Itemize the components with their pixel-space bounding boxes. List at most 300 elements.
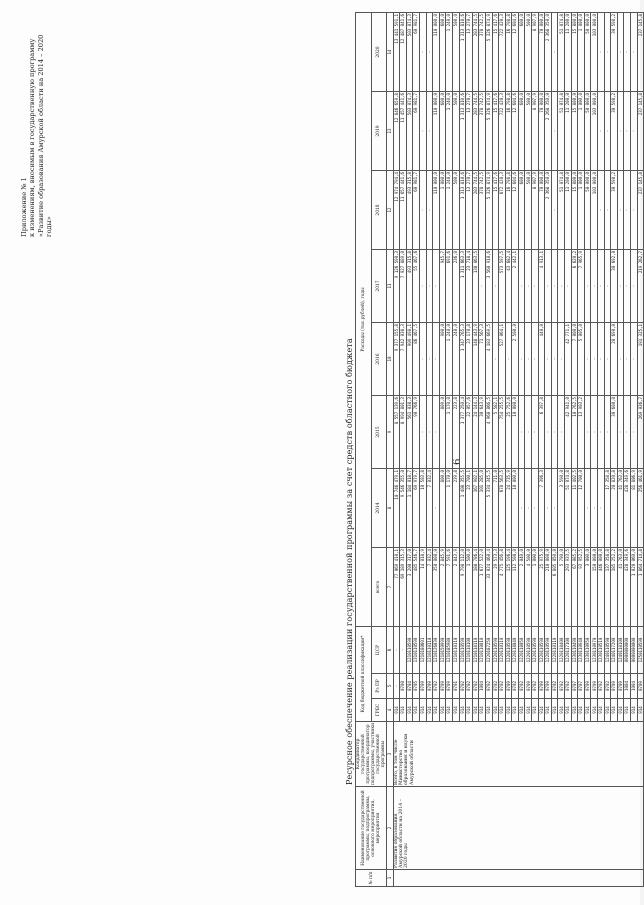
- coordinator-name: Министерство образования и науки Амурской области: [399, 733, 415, 785]
- col-total: всего: [371, 548, 387, 627]
- page-number: 6: [452, 458, 463, 465]
- table-cell: -: [598, 396, 605, 469]
- table-cell: 1 500,0: [466, 548, 473, 627]
- table-cell: -: [532, 323, 539, 396]
- table-cell: -: [591, 323, 598, 396]
- table-cell: 2 442,1: [512, 249, 519, 322]
- table-cell: 914: [558, 699, 565, 722]
- table-cell: 293 933,5: [565, 548, 572, 627]
- table-cell: 711,0: [492, 469, 499, 548]
- table-cell: 1220110590: [532, 627, 539, 674]
- table-cell: -: [551, 92, 558, 171]
- index-row: [387, 13, 394, 887]
- table-cell: 1 000,0: [578, 13, 585, 92]
- table-cell: 86 467,5: [413, 323, 420, 396]
- table-cell: 0702: [512, 674, 519, 699]
- index-cell: 12: [387, 171, 394, 250]
- col-2016: 2016: [371, 323, 387, 396]
- col-budget-code: Код бюджетной классификации*: [356, 627, 372, 722]
- table-cell: 41 763,0: [617, 469, 624, 548]
- col-rzpr: Рз ПР: [371, 674, 387, 699]
- table-cell: 0709: [611, 674, 618, 699]
- table-cell: 7 032,4: [426, 469, 433, 548]
- table-cell: 20 820,8: [611, 469, 618, 548]
- table-cell: 500,0: [525, 13, 532, 92]
- table-cell: 12 846 659,8: [393, 92, 400, 171]
- table-cell: 678 563,5: [499, 469, 506, 548]
- table-cell: 1 170,0: [446, 396, 453, 469]
- table-cell: 1220110590: [525, 627, 532, 674]
- table-row: [393, 13, 400, 887]
- table-cell: 55 467,6: [413, 249, 420, 322]
- table-cell: 7 965,9: [578, 249, 585, 322]
- table-cell: 10 746 479,1: [393, 469, 400, 548]
- table-cell: 138 863,5: [472, 249, 479, 322]
- table-cell: 7 032,4: [426, 548, 433, 627]
- table-cell: 914: [499, 699, 506, 722]
- table-cell: 8 994 801,3: [400, 396, 407, 469]
- table-cell: 185 252,2: [611, 548, 618, 627]
- table-cell: 914: [492, 699, 499, 722]
- table-cell: 0702: [472, 674, 479, 699]
- table-cell: 500,0: [452, 92, 459, 171]
- table-cell: -: [624, 92, 631, 171]
- table-cell: 70 000,0: [538, 92, 545, 171]
- table-cell: 914: [452, 699, 459, 722]
- table-cell: 13 903,2: [578, 396, 585, 469]
- table-cell: 914: [611, 699, 618, 722]
- table-cell: 1230110510: [598, 627, 605, 674]
- table-cell: 0709: [505, 674, 512, 699]
- table-cell: -: [617, 323, 624, 396]
- table-cell: 6 620,2: [571, 249, 578, 322]
- col-2017: 2017: [371, 249, 387, 322]
- table-cell: 5 326 874,9: [485, 171, 492, 250]
- program-name: Развитие образования Амурской области на 2014 – 2020 годы: [393, 787, 644, 870]
- table-cell: 42 771,1: [565, 323, 572, 396]
- table-cell: -: [525, 469, 532, 548]
- col-2018: 2018: [371, 171, 387, 250]
- table-cell: 914: [426, 699, 433, 722]
- table-cell: 900,0: [439, 323, 446, 396]
- index-cell: 11: [387, 249, 394, 322]
- table-cell: 914: [400, 699, 407, 722]
- table-cell: 10 503,8: [419, 469, 426, 548]
- table-cell: 210 000,0: [545, 548, 552, 627]
- col-coordinator: Координатор государственной программы, координатор подпрограммы, участники государственной программы: [356, 722, 386, 785]
- table-cell: -: [426, 92, 433, 171]
- table-cell: 4 183 669,5: [485, 323, 492, 396]
- table-cell: 5 334 345,5: [485, 469, 492, 548]
- appendix-line: к изменениям, вносимым в государственную программу: [28, 38, 37, 237]
- table-cell: 1 184 018,7: [406, 469, 413, 548]
- table-cell: 1210110590: [459, 627, 466, 674]
- table-cell: 0709: [617, 674, 624, 699]
- table-cell: 0702: [518, 674, 525, 699]
- table-cell: 914: [512, 699, 519, 722]
- table-cell: 1210185980: [446, 627, 453, 674]
- table-cell: -: [624, 396, 631, 469]
- table-cell: -: [624, 13, 631, 92]
- table-cell: -: [551, 396, 558, 469]
- col-2020: 2020: [371, 13, 387, 92]
- index-cell: 2: [387, 787, 394, 870]
- table-cell: 1 000,0: [532, 548, 539, 627]
- table-cell: -: [532, 469, 539, 548]
- table-cell: 672 420,3: [499, 171, 506, 250]
- table-cell: 1 240,0: [446, 13, 453, 92]
- table-cell: -: [598, 323, 605, 396]
- table-cell: 11 200,0: [565, 13, 572, 92]
- table-cell: 914: [433, 699, 440, 722]
- table-cell: 0702: [565, 674, 572, 699]
- table-cell: -: [433, 469, 440, 548]
- table-cell: 41 763,0: [617, 548, 624, 627]
- table-cell: -: [551, 13, 558, 92]
- table-cell: 378 742,5: [479, 171, 486, 250]
- table-cell: 7 942 038,3: [400, 323, 407, 396]
- table-cell: 914: [485, 699, 492, 722]
- appendix-caption: [20, 17, 54, 237]
- table-cell: 23 700,1: [466, 469, 473, 548]
- table-cell: 1 240,0: [446, 171, 453, 250]
- table-cell: 15 800,0: [571, 92, 578, 171]
- table-cell: -: [558, 249, 565, 322]
- table-cell: 12 487 041,6: [400, 13, 407, 92]
- table-cell: 0709: [591, 674, 598, 699]
- table-cell: 2 845,9: [439, 548, 446, 627]
- table-cell: 0701: [452, 674, 459, 699]
- table-cell: 5 326 874,9: [485, 92, 492, 171]
- table-cell: 60 981,7: [413, 13, 420, 92]
- table-cell: 15 417,6: [492, 13, 499, 92]
- table-cell: -: [598, 13, 605, 92]
- table-cell: -: [426, 396, 433, 469]
- table-cell: -: [584, 323, 591, 396]
- table-cell: -: [492, 249, 499, 322]
- col-2019: 2019: [371, 92, 387, 171]
- table-cell: 722 420,3: [499, 13, 506, 92]
- table-cell: 24 735,9: [505, 469, 512, 548]
- index-cell: 3: [387, 722, 394, 787]
- table-cell: 0702: [433, 674, 440, 699]
- table-cell: 800,0: [439, 469, 446, 548]
- table-cell: 1220117100: [565, 627, 572, 674]
- table-cell: -: [584, 249, 591, 322]
- table-cell: 1240110590: [604, 627, 611, 674]
- table-cell: 9 126 590,3: [393, 249, 400, 322]
- table-cell: 1240117200: [611, 627, 618, 674]
- table-cell: 3 000,0: [584, 548, 591, 627]
- table-cell: -: [598, 469, 605, 548]
- table-cell: 256 461,9: [637, 469, 644, 548]
- table-cell: -: [624, 249, 631, 322]
- table-cell: -: [630, 13, 637, 92]
- table-cell: 809,0: [439, 396, 446, 469]
- table-cell: 5 790,0: [558, 548, 565, 627]
- table-cell: 1220187250: [485, 627, 492, 674]
- table-cell: 8 907,9: [532, 13, 539, 92]
- col-2014: 2014: [371, 469, 387, 548]
- table-cell: -: [584, 469, 591, 548]
- table-cell: 573 597,5: [499, 249, 506, 322]
- table-cell: 1210110110: [426, 627, 433, 674]
- table-cell: 0702: [532, 674, 539, 699]
- table-cell: -: [604, 249, 611, 322]
- table-cell: 0702: [485, 674, 492, 699]
- row-num: [393, 870, 644, 887]
- table-cell: -: [492, 323, 499, 396]
- table-cell: -: [525, 323, 532, 396]
- table-cell: 446 000,0: [598, 548, 605, 627]
- table-cell: 11 402,5: [571, 469, 578, 548]
- table-cell: 909 498,1: [406, 323, 413, 396]
- table-cell: 4 775 456,8: [499, 548, 506, 627]
- table-cell: 7 591,6: [446, 548, 453, 627]
- table-cell: 23 718,4: [466, 249, 473, 322]
- table-cell: 16 798,8: [505, 92, 512, 171]
- table-cell: -: [598, 92, 605, 171]
- table-cell: 70 000,0: [538, 171, 545, 250]
- table-cell: 1210118110: [472, 627, 479, 674]
- table-cell: -: [617, 92, 624, 171]
- table-cell: 1210110010: [479, 627, 486, 674]
- col-num: № п/п: [356, 870, 387, 887]
- table-cell: 28 690,0: [611, 323, 618, 396]
- table-cell: 1 864 714,8: [637, 548, 644, 627]
- table-cell: 1004: [624, 674, 631, 699]
- table-cell: 7 396,3: [538, 469, 545, 548]
- table-cell: 51 074,8: [558, 92, 565, 171]
- table-cell: 12 700,0: [578, 469, 585, 548]
- table-cell: 15 417,6: [492, 171, 499, 250]
- table-cell: 914: [419, 699, 426, 722]
- table-cell: 914: [624, 699, 631, 722]
- table-cell: 1 311 663,3: [459, 249, 466, 322]
- table-cell: 12 604,6: [512, 171, 519, 250]
- table-cell: -: [419, 396, 426, 469]
- table-cell: 914: [584, 699, 591, 722]
- table-cell: 81 806,9: [630, 469, 637, 548]
- table-cell: -: [551, 171, 558, 250]
- table-cell: 0709: [584, 674, 591, 699]
- table-cell: 1004: [479, 674, 486, 699]
- table-cell: 440,0: [538, 323, 545, 396]
- table-cell: 51 074,8: [558, 171, 565, 250]
- table-cell: 914: [545, 699, 552, 722]
- table-cell: 237 145,8: [637, 92, 644, 171]
- table-cell: 22 057,6: [466, 396, 473, 469]
- coordinator: [393, 722, 644, 787]
- table-cell: 110 000,0: [433, 171, 440, 250]
- table-cell: 101 285,0: [479, 469, 486, 548]
- table-cell: 914: [393, 699, 400, 722]
- table-cell: 3 200 317,0: [406, 548, 413, 627]
- table-cell: -: [545, 396, 552, 469]
- table-cell: 1230110950: [584, 627, 591, 674]
- table-cell: -: [518, 323, 525, 396]
- table-cell: 6 397,8: [538, 396, 545, 469]
- table-cell: 2 368 350,0: [545, 171, 552, 250]
- table-cell: -: [630, 171, 637, 250]
- table-cell: 3 590,0: [558, 469, 565, 548]
- table-cell: 914: [479, 699, 486, 722]
- table-cell: -: [433, 396, 440, 469]
- table-cell: 914: [637, 699, 644, 722]
- table-cell: 1 313 810,6: [459, 171, 466, 250]
- table-cell: 188 786,4: [472, 548, 479, 627]
- table-cell: 500,0: [525, 92, 532, 171]
- table-cell: 914: [578, 699, 585, 722]
- table-cell: -: [393, 627, 400, 674]
- appendix-line: годы»: [45, 216, 54, 237]
- table-cell: 914: [571, 699, 578, 722]
- table-cell: -: [426, 323, 433, 396]
- table-cell: 237 145,8: [637, 171, 644, 250]
- table-cell: 1210110110: [452, 627, 459, 674]
- table-cell: 1 313 810,6: [459, 13, 466, 92]
- table-cell: 0705: [413, 674, 420, 699]
- table-cell: 600,0: [439, 92, 446, 171]
- table-cell: 0709: [545, 674, 552, 699]
- table-cell: 0709: [419, 674, 426, 699]
- table-cell: 945,7: [439, 249, 446, 322]
- table-body: [393, 13, 644, 887]
- col-grbs: ГРБС: [371, 699, 387, 722]
- table-cell: 11 200,0: [565, 171, 572, 250]
- table-cell: 4 960 866,5: [485, 396, 492, 469]
- table-cell: 77 069 410,1: [393, 548, 400, 627]
- table-cell: -: [630, 92, 637, 171]
- table-cell: -: [551, 323, 558, 396]
- col-expenses: Расходы (тыс.рублей), годы: [356, 13, 372, 627]
- index-cell: 9: [387, 396, 394, 469]
- table-cell: 5 582,1: [492, 396, 499, 469]
- table-cell: 0702: [492, 674, 499, 699]
- table-cell: 0707: [571, 674, 578, 699]
- document-title: Ресурсное обеспечение реализации государственной программы за счет средств областного бюджета: [345, 338, 354, 785]
- table-cell: 1 313 810,6: [459, 92, 466, 171]
- index-cell: 13: [387, 92, 394, 171]
- table-cell: 0709: [525, 674, 532, 699]
- table-cell: 914: [532, 699, 539, 722]
- table-cell: 15 800,0: [571, 171, 578, 250]
- table-cell: -: [419, 92, 426, 171]
- table-cell: 7 927 889,0: [400, 249, 407, 322]
- table-cell: 0000000000: [624, 627, 631, 674]
- table-cell: 16 798,8: [505, 13, 512, 92]
- table-cell: -: [551, 249, 558, 322]
- index-cell: 7: [387, 548, 394, 627]
- table-cell: -: [433, 323, 440, 396]
- table-cell: -: [624, 171, 631, 250]
- table-cell: 914: [551, 699, 558, 722]
- table-cell: 137 358,8: [604, 548, 611, 627]
- table-cell: 103 000,0: [591, 13, 598, 92]
- table-cell: -: [545, 469, 552, 548]
- table-cell: -: [558, 396, 565, 469]
- table-cell: -: [617, 13, 624, 92]
- table-cell: 283 744,5: [472, 171, 479, 250]
- table-cell: 1220118040: [512, 627, 519, 674]
- table-cell: -: [419, 249, 426, 322]
- table-cell: -: [598, 249, 605, 322]
- table-cell: 239,8: [452, 469, 459, 548]
- resource-table: [355, 12, 644, 887]
- table-cell: 24 144,3: [472, 396, 479, 469]
- table-cell: -: [419, 323, 426, 396]
- table-cell: 110 000,0: [433, 92, 440, 171]
- table-cell: 15 417,6: [492, 92, 499, 171]
- table-cell: -: [565, 249, 572, 322]
- table-cell: 4 500,0: [525, 548, 532, 627]
- col-csr: ЦСР: [371, 627, 387, 674]
- table-cell: 1310110590: [413, 627, 420, 674]
- table-cell: 1220110590: [505, 627, 512, 674]
- table-cell: 71 567,3: [479, 323, 486, 396]
- table-cell: 12 974 794,4: [393, 171, 400, 250]
- col-name: Наименование государственной программы, подпрограммы, основного мероприятия, мероприятия: [356, 787, 387, 870]
- table-cell: 15 800,0: [571, 13, 578, 92]
- table-cell: -: [545, 249, 552, 322]
- table-cell: -: [532, 396, 539, 469]
- table-cell: 1220118400: [558, 627, 565, 674]
- table-cell: -: [518, 249, 525, 322]
- table-cell: 914: [518, 699, 525, 722]
- table-cell: 1220110590: [492, 627, 499, 674]
- table-cell: -: [584, 396, 591, 469]
- index-cell: 1: [387, 870, 394, 887]
- table-cell: 914: [538, 699, 545, 722]
- table-cell: 51 074,8: [565, 469, 572, 548]
- table-cell: 5 005,0: [578, 323, 585, 396]
- table-cell: -: [505, 323, 512, 396]
- table-cell: 50 000,0: [584, 13, 591, 92]
- table-cell: 1 000,0: [439, 171, 446, 250]
- table-cell: 9 377 155,8: [393, 323, 400, 396]
- table-cell: 2 843,9: [452, 548, 459, 627]
- table-cell: -: [426, 171, 433, 250]
- table-cell: 103 000,0: [591, 92, 598, 171]
- table-cell: 269 036,7: [637, 396, 644, 469]
- table-cell: 30 692,0: [611, 249, 618, 322]
- table-cell: -: [598, 171, 605, 250]
- table-cell: 0709: [426, 674, 433, 699]
- table-cell: 9 546 355,0: [400, 469, 407, 548]
- table-cell: 50 000,0: [584, 92, 591, 171]
- table-cell: 350 000,0: [433, 548, 440, 627]
- table-cell: 30 598,2: [611, 92, 618, 171]
- table-cell: 13 270,7: [466, 171, 473, 250]
- table-cell: 500,0: [525, 171, 532, 250]
- index-cell: 10: [387, 323, 394, 396]
- table-cell: 1210180601: [419, 627, 426, 674]
- table-cell: 60 981,7: [413, 171, 420, 250]
- table-cell: 1230110970: [591, 627, 598, 674]
- table-cell: 223,8: [452, 396, 459, 469]
- table-cell: -: [591, 396, 598, 469]
- table-cell: -: [518, 469, 525, 548]
- table-cell: 914: [472, 699, 479, 722]
- table-cell: 148 443,9: [472, 323, 479, 396]
- table-cell: 503 074,3: [406, 92, 413, 171]
- table-cell: 0709: [637, 674, 644, 699]
- table-cell: 1210110590: [406, 627, 413, 674]
- table-cell: -: [419, 13, 426, 92]
- table-cell: 1 000,0: [578, 171, 585, 250]
- table-cell: 112 500,0: [512, 548, 519, 627]
- table-cell: -: [617, 249, 624, 322]
